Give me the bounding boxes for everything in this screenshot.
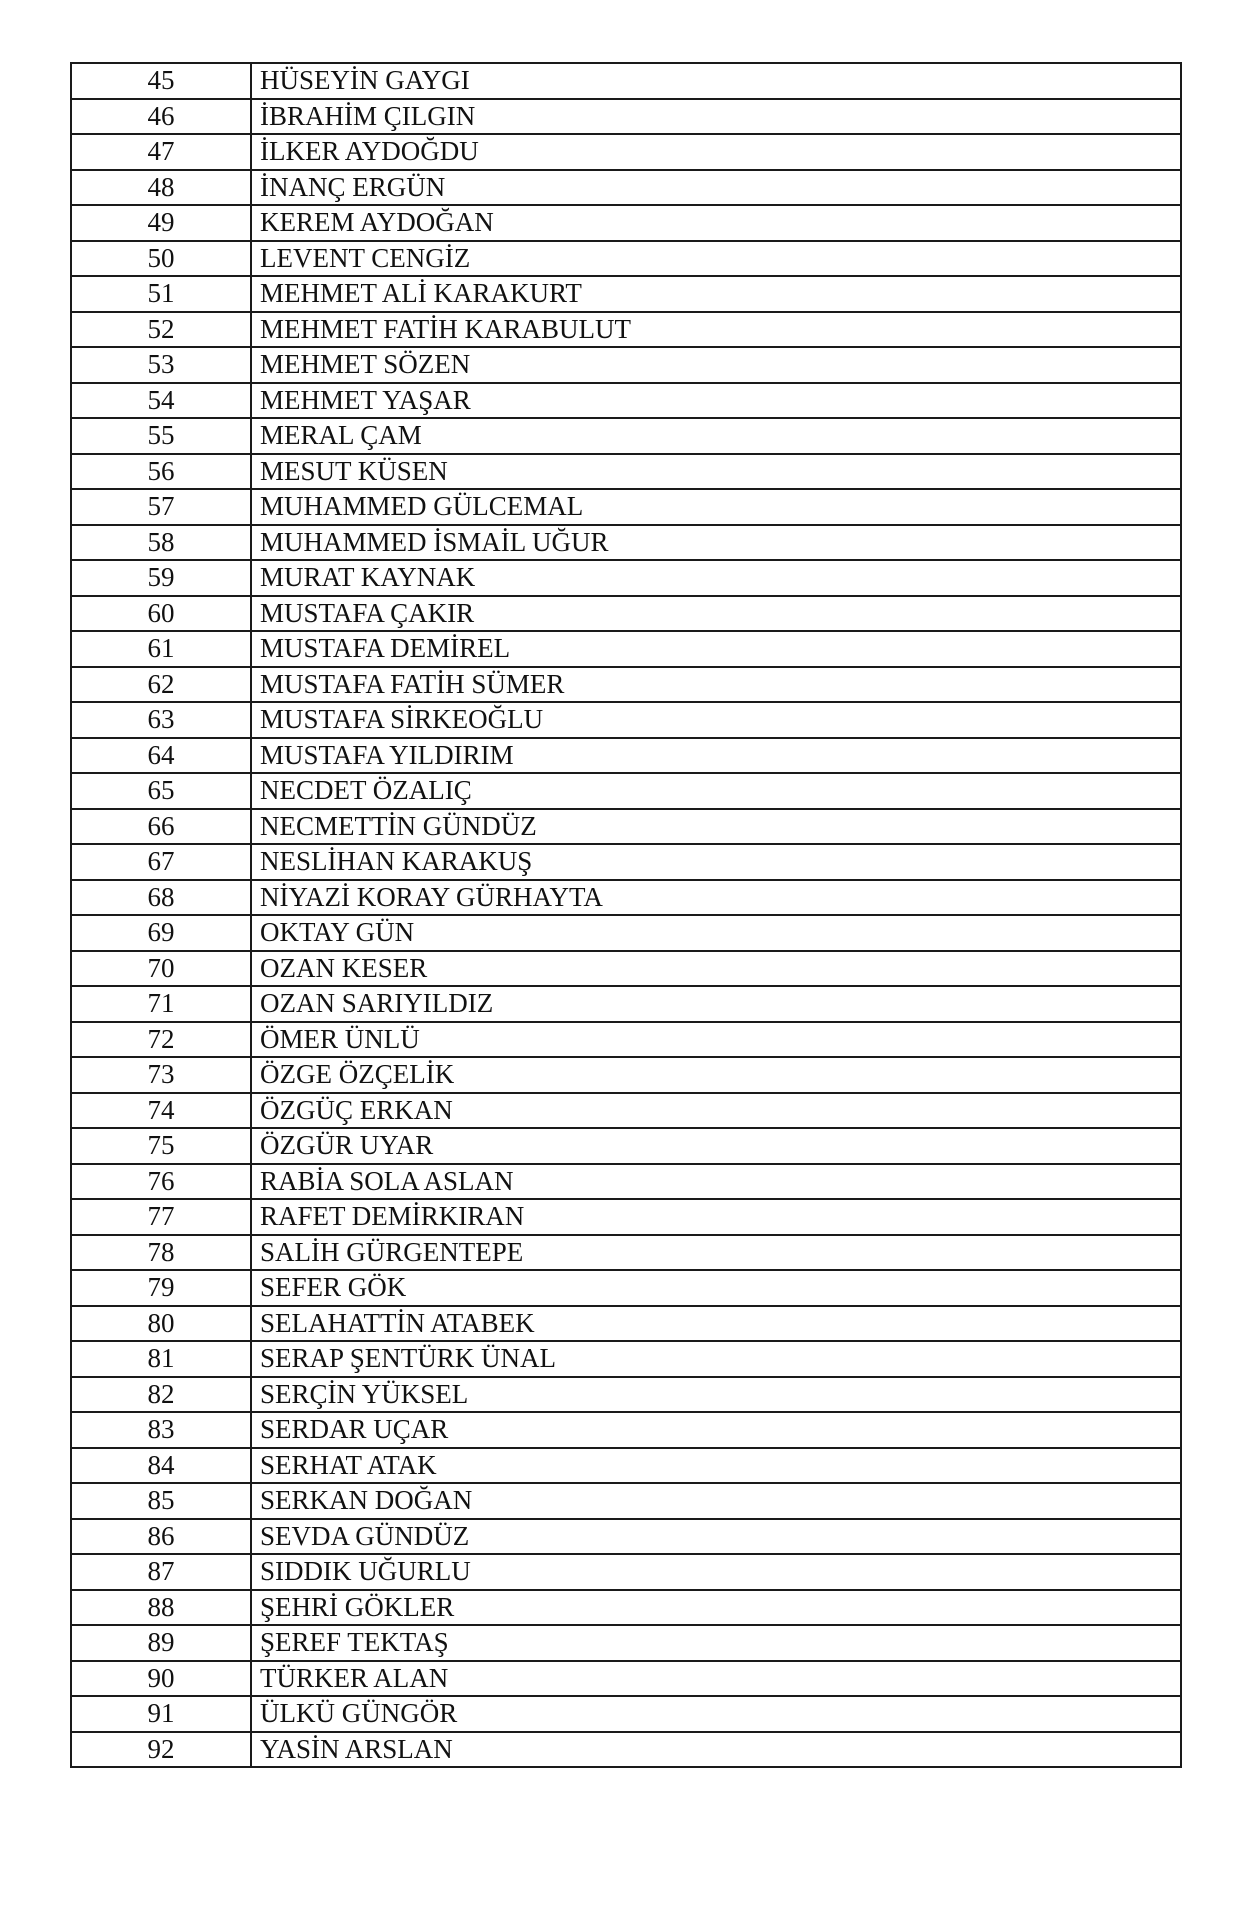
row-number: 83 xyxy=(71,1412,251,1448)
table-row xyxy=(71,667,1181,703)
row-number: 62 xyxy=(71,667,251,703)
table-row xyxy=(71,1625,1181,1661)
person-name: KEREM AYDOĞAN xyxy=(251,205,1181,241)
table-row xyxy=(71,312,1181,348)
row-number: 75 xyxy=(71,1128,251,1164)
row-number: 92 xyxy=(71,1732,251,1768)
person-name: SEVDA GÜNDÜZ xyxy=(251,1519,1181,1555)
row-number: 80 xyxy=(71,1306,251,1342)
table-row xyxy=(71,1022,1181,1058)
row-number: 61 xyxy=(71,631,251,667)
table-row xyxy=(71,383,1181,419)
person-name: MUSTAFA FATİH SÜMER xyxy=(251,667,1181,703)
row-number: 68 xyxy=(71,880,251,916)
person-name: MEHMET ALİ KARAKURT xyxy=(251,276,1181,312)
person-name: ŞEREF TEKTAŞ xyxy=(251,1625,1181,1661)
row-number: 59 xyxy=(71,560,251,596)
person-name: SEFER GÖK xyxy=(251,1270,1181,1306)
table-row xyxy=(71,880,1181,916)
table-row xyxy=(71,631,1181,667)
row-number: 67 xyxy=(71,844,251,880)
table-row xyxy=(71,1448,1181,1484)
table-row xyxy=(71,1199,1181,1235)
row-number: 71 xyxy=(71,986,251,1022)
table-row xyxy=(71,1235,1181,1271)
person-name: YASİN ARSLAN xyxy=(251,1732,1181,1768)
person-name: MUHAMMED İSMAİL UĞUR xyxy=(251,525,1181,561)
row-number: 84 xyxy=(71,1448,251,1484)
person-name: LEVENT CENGİZ xyxy=(251,241,1181,277)
row-number: 85 xyxy=(71,1483,251,1519)
row-number: 82 xyxy=(71,1377,251,1413)
table-row xyxy=(71,1093,1181,1129)
row-number: 46 xyxy=(71,99,251,135)
table-row xyxy=(71,134,1181,170)
table-row xyxy=(71,1554,1181,1590)
table-row xyxy=(71,1519,1181,1555)
table-row xyxy=(71,809,1181,845)
person-name: SERAP ŞENTÜRK ÜNAL xyxy=(251,1341,1181,1377)
table-row xyxy=(71,951,1181,987)
person-name: MURAT KAYNAK xyxy=(251,560,1181,596)
person-name: NİYAZİ KORAY GÜRHAYTA xyxy=(251,880,1181,916)
row-number: 65 xyxy=(71,773,251,809)
row-number: 70 xyxy=(71,951,251,987)
table-row xyxy=(71,1377,1181,1413)
table-row xyxy=(71,1270,1181,1306)
person-name: RABİA SOLA ASLAN xyxy=(251,1164,1181,1200)
row-number: 78 xyxy=(71,1235,251,1271)
table-row xyxy=(71,525,1181,561)
row-number: 56 xyxy=(71,454,251,490)
person-name: MESUT KÜSEN xyxy=(251,454,1181,490)
person-name: MUSTAFA SİRKEOĞLU xyxy=(251,702,1181,738)
person-name: MUHAMMED GÜLCEMAL xyxy=(251,489,1181,525)
table-row xyxy=(71,1696,1181,1732)
row-number: 51 xyxy=(71,276,251,312)
row-number: 91 xyxy=(71,1696,251,1732)
row-number: 76 xyxy=(71,1164,251,1200)
row-number: 45 xyxy=(71,63,251,99)
person-name: ÖZGE ÖZÇELİK xyxy=(251,1057,1181,1093)
person-name: HÜSEYİN GAYGI xyxy=(251,63,1181,99)
person-name: İBRAHİM ÇILGIN xyxy=(251,99,1181,135)
row-number: 88 xyxy=(71,1590,251,1626)
row-number: 66 xyxy=(71,809,251,845)
person-name: MUSTAFA ÇAKIR xyxy=(251,596,1181,632)
row-number: 81 xyxy=(71,1341,251,1377)
person-name: OKTAY GÜN xyxy=(251,915,1181,951)
table-row xyxy=(71,702,1181,738)
row-number: 72 xyxy=(71,1022,251,1058)
person-name: ÖMER ÜNLÜ xyxy=(251,1022,1181,1058)
row-number: 69 xyxy=(71,915,251,951)
table-row xyxy=(71,1057,1181,1093)
row-number: 64 xyxy=(71,738,251,774)
row-number: 52 xyxy=(71,312,251,348)
person-name: OZAN KESER xyxy=(251,951,1181,987)
row-number: 89 xyxy=(71,1625,251,1661)
row-number: 77 xyxy=(71,1199,251,1235)
table-row xyxy=(71,1128,1181,1164)
row-number: 50 xyxy=(71,241,251,277)
person-name: MUSTAFA YILDIRIM xyxy=(251,738,1181,774)
row-number: 87 xyxy=(71,1554,251,1590)
name-list-body xyxy=(71,63,1181,1767)
row-number: 53 xyxy=(71,347,251,383)
table-row xyxy=(71,241,1181,277)
table-row xyxy=(71,1306,1181,1342)
person-name: MERAL ÇAM xyxy=(251,418,1181,454)
person-name: ÜLKÜ GÜNGÖR xyxy=(251,1696,1181,1732)
table-row xyxy=(71,1412,1181,1448)
table-row xyxy=(71,560,1181,596)
table-row xyxy=(71,1164,1181,1200)
person-name: MEHMET YAŞAR xyxy=(251,383,1181,419)
row-number: 63 xyxy=(71,702,251,738)
table-row xyxy=(71,99,1181,135)
person-name: NECMETTİN GÜNDÜZ xyxy=(251,809,1181,845)
row-number: 49 xyxy=(71,205,251,241)
person-name: SERHAT ATAK xyxy=(251,1448,1181,1484)
person-name: TÜRKER ALAN xyxy=(251,1661,1181,1697)
row-number: 58 xyxy=(71,525,251,561)
table-row xyxy=(71,489,1181,525)
person-name: ÖZGÜR UYAR xyxy=(251,1128,1181,1164)
row-number: 60 xyxy=(71,596,251,632)
row-number: 73 xyxy=(71,1057,251,1093)
table-row xyxy=(71,844,1181,880)
table-row xyxy=(71,418,1181,454)
person-name: MEHMET SÖZEN xyxy=(251,347,1181,383)
table-row xyxy=(71,276,1181,312)
table-row xyxy=(71,63,1181,99)
table-row xyxy=(71,170,1181,206)
person-name: RAFET DEMİRKIRAN xyxy=(251,1199,1181,1235)
person-name: MUSTAFA DEMİREL xyxy=(251,631,1181,667)
table-row xyxy=(71,738,1181,774)
name-list-table xyxy=(70,62,1182,1768)
table-row xyxy=(71,1341,1181,1377)
table-row xyxy=(71,347,1181,383)
person-name: SERÇİN YÜKSEL xyxy=(251,1377,1181,1413)
row-number: 86 xyxy=(71,1519,251,1555)
row-number: 47 xyxy=(71,134,251,170)
table-row xyxy=(71,986,1181,1022)
table-row xyxy=(71,1483,1181,1519)
table-row xyxy=(71,205,1181,241)
row-number: 54 xyxy=(71,383,251,419)
person-name: SERDAR UÇAR xyxy=(251,1412,1181,1448)
row-number: 90 xyxy=(71,1661,251,1697)
person-name: MEHMET FATİH KARABULUT xyxy=(251,312,1181,348)
person-name: SERKAN DOĞAN xyxy=(251,1483,1181,1519)
table-row xyxy=(71,1590,1181,1626)
row-number: 74 xyxy=(71,1093,251,1129)
table-row xyxy=(71,1661,1181,1697)
table-row xyxy=(71,1732,1181,1768)
table-row xyxy=(71,454,1181,490)
person-name: İLKER AYDOĞDU xyxy=(251,134,1181,170)
person-name: NESLİHAN KARAKUŞ xyxy=(251,844,1181,880)
person-name: NECDET ÖZALIÇ xyxy=(251,773,1181,809)
table-row xyxy=(71,773,1181,809)
table-row xyxy=(71,596,1181,632)
row-number: 57 xyxy=(71,489,251,525)
person-name: SELAHATTİN ATABEK xyxy=(251,1306,1181,1342)
row-number: 55 xyxy=(71,418,251,454)
row-number: 79 xyxy=(71,1270,251,1306)
person-name: İNANÇ ERGÜN xyxy=(251,170,1181,206)
person-name: SIDDIK UĞURLU xyxy=(251,1554,1181,1590)
person-name: SALİH GÜRGENTEPE xyxy=(251,1235,1181,1271)
person-name: OZAN SARIYILDIZ xyxy=(251,986,1181,1022)
person-name: ŞEHRİ GÖKLER xyxy=(251,1590,1181,1626)
row-number: 48 xyxy=(71,170,251,206)
person-name: ÖZGÜÇ ERKAN xyxy=(251,1093,1181,1129)
table-row xyxy=(71,915,1181,951)
